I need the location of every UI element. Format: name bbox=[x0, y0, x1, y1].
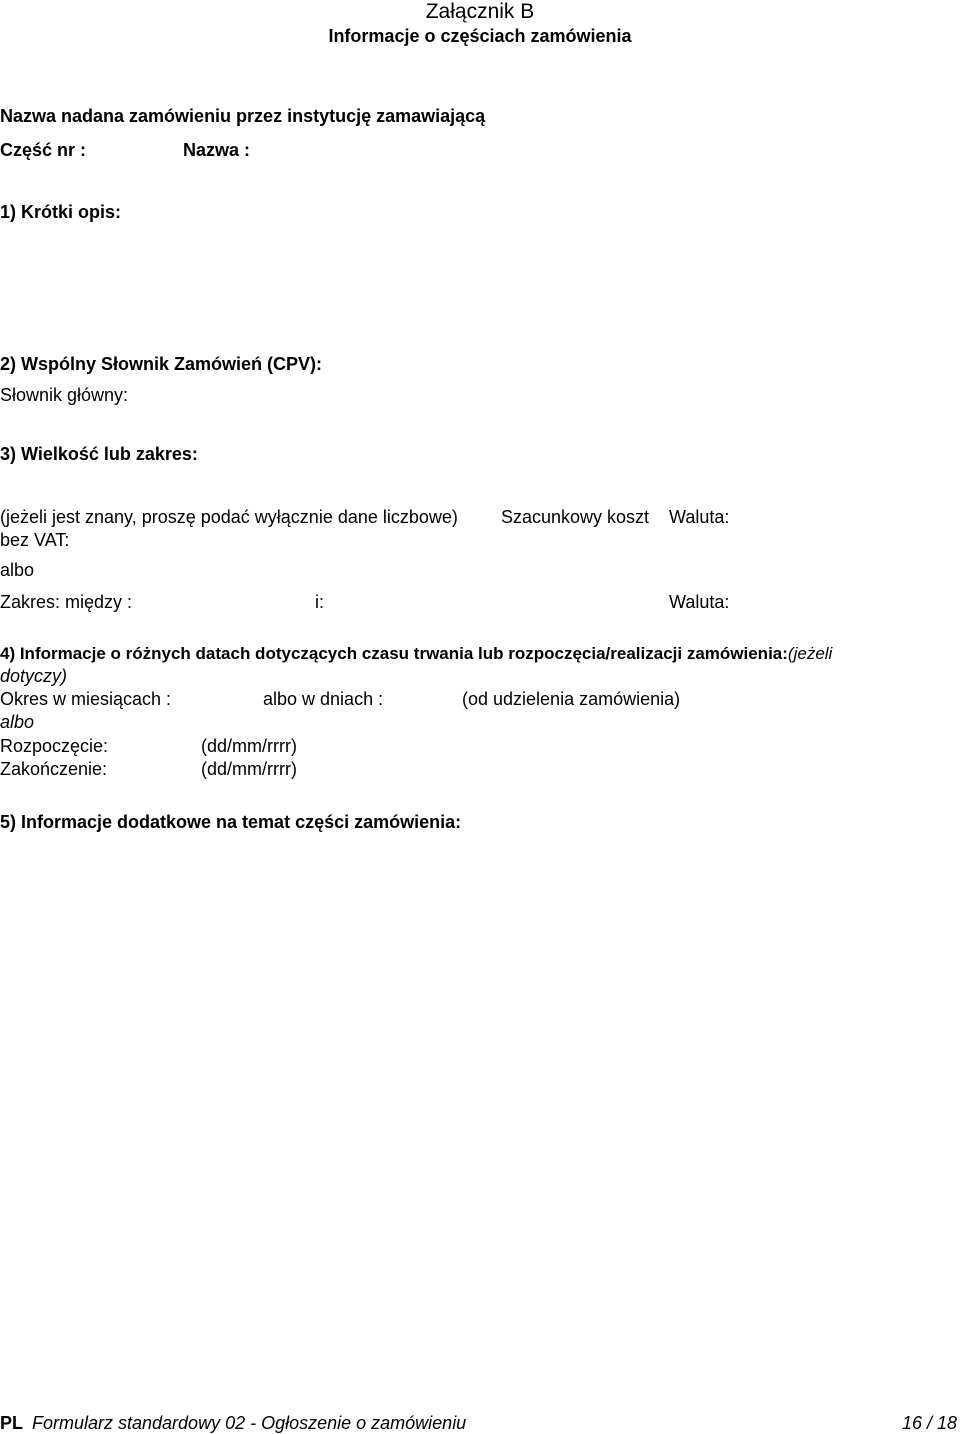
footer-language: PL bbox=[0, 1413, 24, 1433]
page-subtitle: Informacje o częściach zamówienia bbox=[328, 26, 632, 46]
from-award-label: (od udzielenia zamówienia) bbox=[462, 689, 681, 709]
end-label: Zakończenie: bbox=[0, 759, 108, 779]
range-between-label: Zakres: między : bbox=[0, 592, 133, 612]
order-name-label: Nazwa nadana zamówieniu przez instytucję zamawiającą bbox=[0, 106, 486, 126]
or-label: albo bbox=[0, 560, 35, 580]
section-5-heading: 5) Informacje dodatkowe na temat części zamówienia: bbox=[0, 812, 462, 832]
main-vocabulary-label: Słownik główny: bbox=[0, 385, 129, 405]
part-name-label: Nazwa : bbox=[183, 140, 251, 160]
section-4-heading-note-cont: dotyczy) bbox=[0, 666, 68, 686]
numeric-data-note: (jeżeli jest znany, proszę podać wyłącznie dane liczbowe) bbox=[0, 507, 458, 527]
excluding-vat-label: bez VAT: bbox=[0, 530, 70, 550]
section-2-heading: 2) Wspólny Słownik Zamówień (CPV): bbox=[0, 354, 323, 374]
part-no-label: Część nr : bbox=[0, 140, 87, 160]
or-italic-label: albo bbox=[0, 712, 35, 732]
section-4-heading-text: 4) Informacje o różnych datach dotyczących czasu trwania lub rozpoczęcia/realizacji zamówienia: bbox=[0, 644, 788, 663]
start-label: Rozpoczęcie: bbox=[0, 736, 109, 756]
footer-page-number: 16 / 18 bbox=[901, 1413, 957, 1433]
section-3-heading: 3) Wielkość lub zakres: bbox=[0, 444, 198, 464]
start-date-format: (dd/mm/rrrr) bbox=[201, 736, 297, 756]
range-currency-label: Waluta: bbox=[669, 592, 730, 612]
section-4-heading bbox=[0, 644, 832, 664]
section-1-heading: 1) Krótki opis: bbox=[0, 202, 122, 222]
months-label: Okres w miesiącach : bbox=[0, 689, 172, 709]
currency-label: Waluta: bbox=[669, 507, 730, 527]
end-date-format: (dd/mm/rrrr) bbox=[201, 759, 297, 779]
page-title: Załącznik B bbox=[425, 0, 535, 23]
section-4-heading-note: (jeżeli bbox=[787, 644, 833, 663]
days-label: albo w dniach : bbox=[263, 689, 384, 709]
range-and-label: i: bbox=[315, 592, 324, 612]
estimated-cost-label: Szacunkowy koszt bbox=[501, 507, 650, 527]
footer-form-name: Formularz standardowy 02 - Ogłoszenie o zamówieniu bbox=[32, 1413, 467, 1433]
